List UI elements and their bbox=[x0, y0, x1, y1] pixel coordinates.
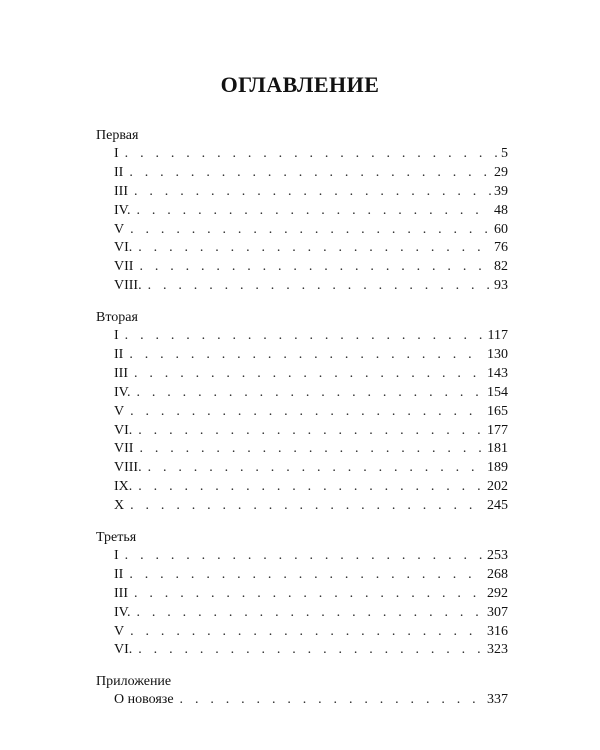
chapter-label: V bbox=[114, 623, 125, 639]
toc-entry[interactable] bbox=[114, 604, 508, 623]
chapter-label: VI. bbox=[114, 422, 133, 438]
dot-leader bbox=[134, 365, 484, 384]
chapter-label: V bbox=[114, 403, 125, 419]
page-number: 82 bbox=[494, 259, 508, 275]
chapter-label: IV. bbox=[114, 202, 131, 218]
chapter-label: I bbox=[114, 146, 119, 161]
toc-entry[interactable] bbox=[114, 691, 508, 710]
page-number: 76 bbox=[494, 240, 508, 256]
toc-entry[interactable] bbox=[114, 547, 508, 566]
toc-entry[interactable] bbox=[114, 145, 508, 164]
toc-entry[interactable] bbox=[114, 403, 508, 422]
page-number: 323 bbox=[487, 642, 508, 658]
chapter-label: I bbox=[114, 548, 119, 564]
dot-leader bbox=[139, 258, 491, 277]
toc-entry[interactable] bbox=[114, 478, 508, 497]
part-heading: Первая bbox=[96, 128, 139, 143]
toc-entry[interactable] bbox=[114, 384, 508, 403]
chapter-label: VII bbox=[114, 441, 134, 457]
page-number: 202 bbox=[487, 479, 508, 495]
page-number: 307 bbox=[487, 604, 508, 620]
dot-leader bbox=[139, 440, 484, 459]
page-number: 165 bbox=[487, 403, 508, 419]
toc-entry[interactable] bbox=[114, 202, 508, 221]
toc-entry[interactable] bbox=[114, 183, 508, 202]
dot-leader bbox=[136, 384, 484, 403]
page-number: 181 bbox=[487, 441, 508, 457]
page-number: 60 bbox=[494, 221, 508, 237]
table-of-contents bbox=[96, 126, 508, 722]
chapter-label: VI. bbox=[114, 240, 133, 256]
dot-leader bbox=[130, 623, 484, 642]
chapter-label: V bbox=[114, 221, 125, 237]
chapter-label: О новоязе bbox=[114, 692, 174, 708]
chapter-label: III bbox=[114, 183, 128, 199]
chapter-label: II bbox=[114, 566, 124, 582]
page-number: 189 bbox=[487, 460, 508, 476]
chapter-label: VII bbox=[114, 259, 134, 275]
part-heading: Третья bbox=[96, 530, 137, 546]
chapter-label: X bbox=[114, 498, 125, 514]
toc-entry[interactable] bbox=[114, 422, 508, 441]
dot-leader bbox=[130, 221, 491, 240]
page-number: 253 bbox=[487, 548, 508, 564]
page-number: 29 bbox=[494, 164, 508, 180]
chapter-label: II bbox=[114, 347, 124, 363]
page-number: 337 bbox=[487, 692, 508, 708]
dot-leader bbox=[134, 183, 491, 202]
dot-leader bbox=[129, 346, 484, 365]
toc-entry[interactable] bbox=[114, 440, 508, 459]
part-heading: Вторая bbox=[96, 310, 138, 326]
toc-entry[interactable] bbox=[114, 346, 508, 365]
chapter-label: III bbox=[114, 365, 128, 381]
chapter-label: IV. bbox=[114, 604, 131, 620]
dot-leader bbox=[130, 403, 484, 422]
page-number: 117 bbox=[487, 328, 508, 344]
dot-leader bbox=[180, 691, 484, 710]
chapter-label: VIII. bbox=[114, 278, 142, 294]
page-number: 268 bbox=[487, 566, 508, 582]
toc-entry[interactable] bbox=[114, 327, 508, 346]
toc-entry[interactable] bbox=[114, 641, 508, 660]
toc-entry[interactable] bbox=[114, 566, 508, 585]
toc-entry[interactable] bbox=[114, 623, 508, 642]
toc-entry[interactable] bbox=[114, 585, 508, 604]
chapter-label: III bbox=[114, 585, 128, 601]
page-number: 48 bbox=[494, 202, 508, 218]
page-number: 93 bbox=[494, 278, 508, 294]
dot-leader bbox=[125, 145, 498, 164]
page-number: 177 bbox=[487, 422, 508, 438]
dot-leader bbox=[125, 327, 485, 346]
toc-entry[interactable] bbox=[114, 221, 508, 240]
toc-entry[interactable] bbox=[114, 459, 508, 478]
dot-leader bbox=[136, 202, 491, 221]
dot-leader bbox=[129, 566, 484, 585]
dot-leader bbox=[138, 239, 491, 258]
dot-leader bbox=[129, 164, 491, 183]
page-title: ОГЛАВЛЕНИЕ bbox=[220, 72, 380, 97]
part-heading: Приложение bbox=[96, 674, 172, 690]
chapter-label: VI. bbox=[114, 642, 133, 658]
dot-leader bbox=[136, 604, 484, 623]
page-number: 39 bbox=[494, 183, 508, 199]
page-number: 245 bbox=[487, 498, 508, 514]
chapter-label: II bbox=[114, 164, 124, 180]
toc-part bbox=[96, 126, 508, 296]
toc-entry[interactable] bbox=[114, 365, 508, 384]
toc-part bbox=[96, 308, 508, 516]
page-number: 292 bbox=[487, 585, 508, 601]
chapter-label: VIII. bbox=[114, 460, 142, 476]
dot-leader bbox=[138, 422, 484, 441]
chapter-label: IV. bbox=[114, 384, 131, 400]
page-number: 130 bbox=[487, 347, 508, 363]
page-number: 143 bbox=[487, 365, 508, 381]
dot-leader bbox=[148, 277, 491, 296]
dot-leader bbox=[130, 497, 484, 516]
toc-part bbox=[96, 672, 508, 710]
dot-leader bbox=[148, 459, 484, 478]
toc-part bbox=[96, 528, 508, 660]
dot-leader bbox=[134, 585, 484, 604]
toc-entry[interactable] bbox=[114, 497, 508, 516]
page-number: 5 bbox=[501, 146, 508, 161]
toc-entry[interactable] bbox=[114, 164, 508, 183]
page-number: 154 bbox=[487, 384, 508, 400]
page-number: 316 bbox=[487, 623, 508, 639]
dot-leader bbox=[138, 641, 484, 660]
toc-entry[interactable] bbox=[114, 277, 508, 296]
chapter-label: I bbox=[114, 328, 119, 344]
dot-leader bbox=[125, 547, 484, 566]
dot-leader bbox=[138, 478, 484, 497]
toc-entry[interactable] bbox=[114, 239, 508, 258]
toc-entry[interactable] bbox=[114, 258, 508, 277]
chapter-label: IX. bbox=[114, 479, 133, 495]
